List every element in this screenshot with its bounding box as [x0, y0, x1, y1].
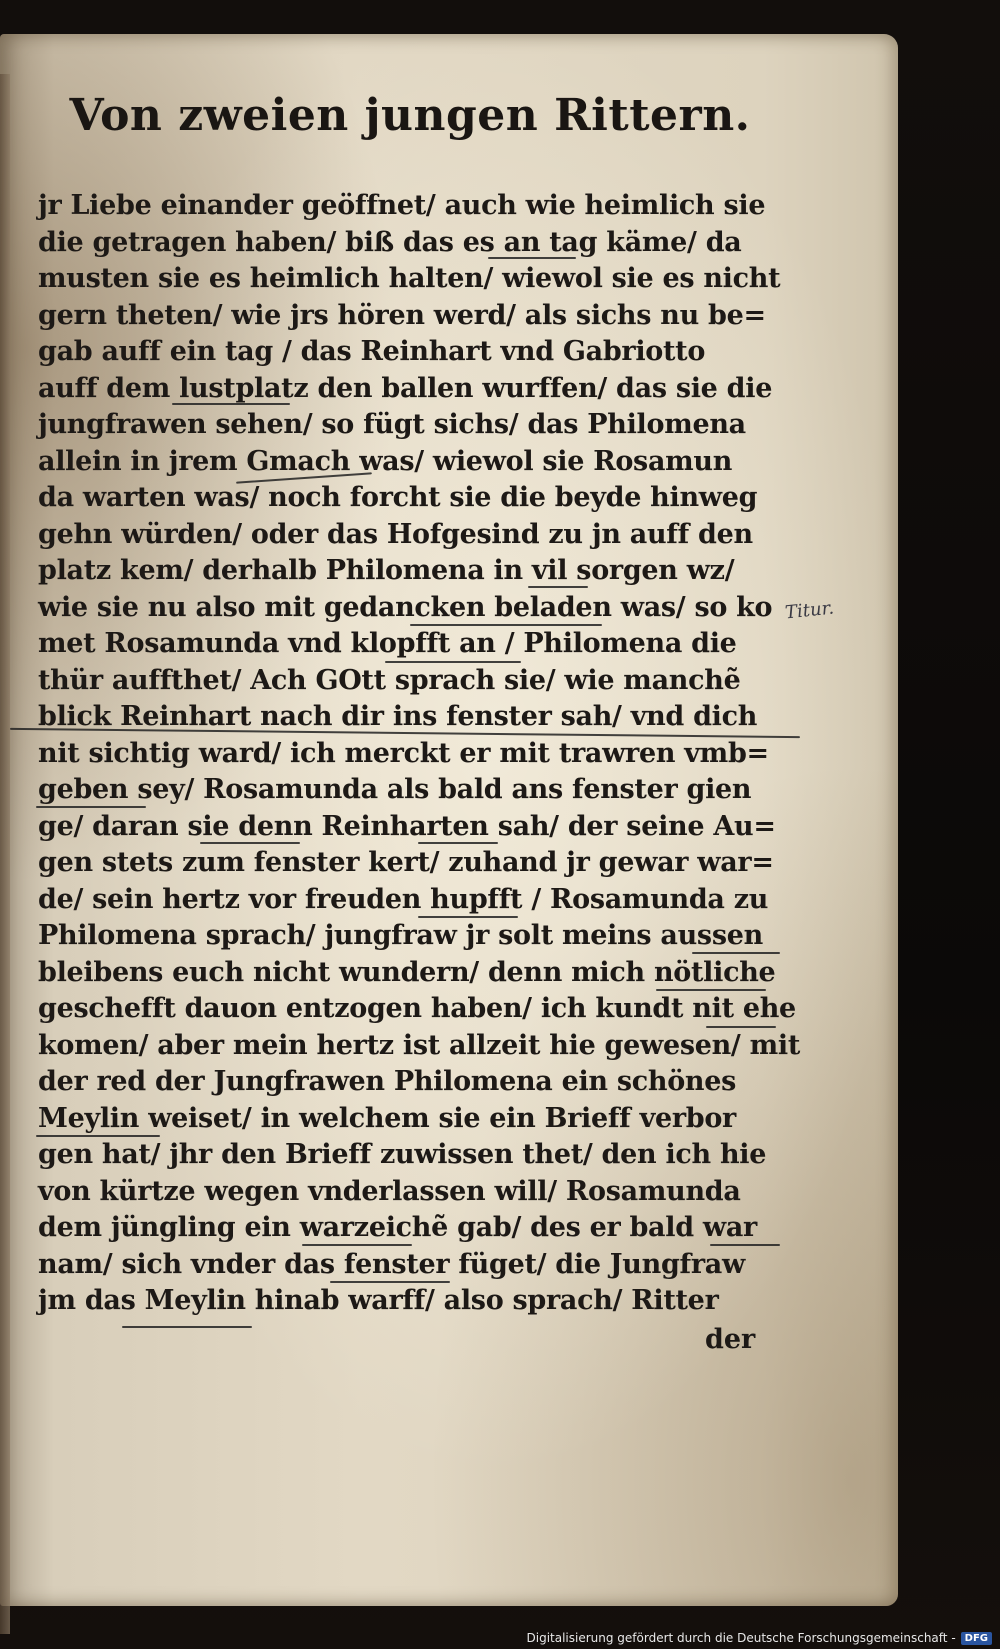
text-line: jm das Meylin hinab warff/ also sprach/ Ritter — [38, 1285, 719, 1316]
text-line: platz kem/ derhalb Philomena in vil sorgen wz/ — [38, 555, 735, 586]
text-line: nam/ sich vnder das fenster füget/ die Jungfraw — [38, 1248, 745, 1280]
text-line: auff dem lustplatz den ballen wurffen/ das sie die — [38, 372, 773, 404]
body-text — [38, 188, 798, 1320]
ink-underline — [692, 952, 780, 954]
text-line: gen hat/ jhr den Brieff zuwissen thet/ den ich hie — [38, 1139, 767, 1170]
text-line: der red der Jungfrawen Philomena ein schönes — [38, 1066, 737, 1097]
ink-underline — [172, 403, 290, 405]
footer-credit — [527, 1631, 993, 1645]
running-head: Von zweien jungen Rittern. — [69, 90, 751, 141]
text-line: gern theten/ wie jrs hören werd/ als sichs nu be= — [38, 299, 766, 331]
dfg-logo: DFG — [961, 1632, 992, 1645]
text-line: gen stets zum fenster kert/ zuhand jr gewar war= — [38, 847, 774, 878]
text-line: ge/ daran sie denn Reinharten sah/ der seine Au= — [38, 810, 776, 842]
text-line: gehn würden/ oder das Hofgesind zu jn auff den — [38, 518, 753, 550]
ink-underline — [330, 1281, 450, 1283]
text-line: bleibens euch nicht wundern/ denn mich nötliche — [38, 956, 776, 988]
text-line: nit sichtig ward/ ich merckt er mit trawren vmb= — [38, 737, 769, 769]
text-line: wie sie nu also mit gedancken beladen was/ so ko — [38, 591, 773, 623]
ink-underline — [36, 1135, 160, 1137]
ink-underline — [36, 806, 146, 808]
ink-underline — [528, 586, 588, 588]
text-line: geschefft dauon entzogen haben/ ich kundt nit ehe — [38, 993, 796, 1024]
ink-underline — [488, 257, 576, 259]
ink-underline — [706, 1026, 776, 1028]
text-line: blick Reinhart nach dir ins fenster sah/ vnd dich — [38, 701, 758, 732]
text-line: jr Liebe einander geöffnet/ auch wie heimlich sie — [38, 190, 766, 221]
ink-underline — [418, 842, 498, 844]
text-line: de/ sein hertz vor freuden hupfft / Rosamunda zu — [38, 883, 769, 915]
text-line: Philomena sprach/ jungfraw jr solt meins aussen — [38, 920, 763, 951]
text-line: thür auffthet/ Ach GOtt sprach sie/ wie manchẽ — [38, 664, 741, 696]
page-gutter — [0, 74, 10, 1634]
text-line: Meylin weiset/ in welchem sie ein Brieff verbor — [38, 1102, 736, 1134]
ink-underline — [656, 989, 766, 991]
ink-underline — [302, 1244, 412, 1246]
text-line: jungfrawen sehen/ so fügt sichs/ das Philomena — [38, 409, 746, 440]
ink-underline — [385, 661, 521, 663]
text-line: gab auff ein tag / das Reinhart vnd Gabriotto — [38, 336, 706, 367]
text-line: von kürtze wegen vnderlassen will/ Rosamunda — [38, 1175, 741, 1207]
text-line: komen/ aber mein hertz ist allzeit hie gewesen/ mit — [38, 1029, 800, 1061]
text-line: da warten was/ noch forcht sie die beyde hinweg — [38, 482, 758, 513]
text-line: geben sey/ Rosamunda als bald ans fenster gien — [38, 774, 752, 805]
ink-underline — [410, 624, 602, 626]
ink-underline — [200, 842, 300, 844]
ink-underline — [418, 916, 518, 918]
ink-underline — [122, 1326, 252, 1328]
text-line: met Rosamunda vnd klopfft an / Philomena die — [38, 628, 737, 659]
text-line: dem jüngling ein warzeichẽ gab/ des er bald war — [38, 1212, 757, 1243]
handwritten-margin-note: Titur. — [784, 597, 835, 624]
text-line: musten sie es heimlich halten/ wiewol sie es nicht — [38, 263, 781, 294]
catchword: der — [705, 1324, 756, 1355]
text-line: die getragen haben/ biß das es an tag käme/ da — [38, 226, 742, 258]
footer-credit-text: Digitalisierung gefördert durch die Deutsche Forschungsgemeinschaft - — [526, 1631, 956, 1645]
text-line: allein in jrem Gmach was/ wiewol sie Rosamun — [38, 445, 733, 477]
book-page — [0, 34, 898, 1606]
ink-underline — [710, 1244, 780, 1246]
